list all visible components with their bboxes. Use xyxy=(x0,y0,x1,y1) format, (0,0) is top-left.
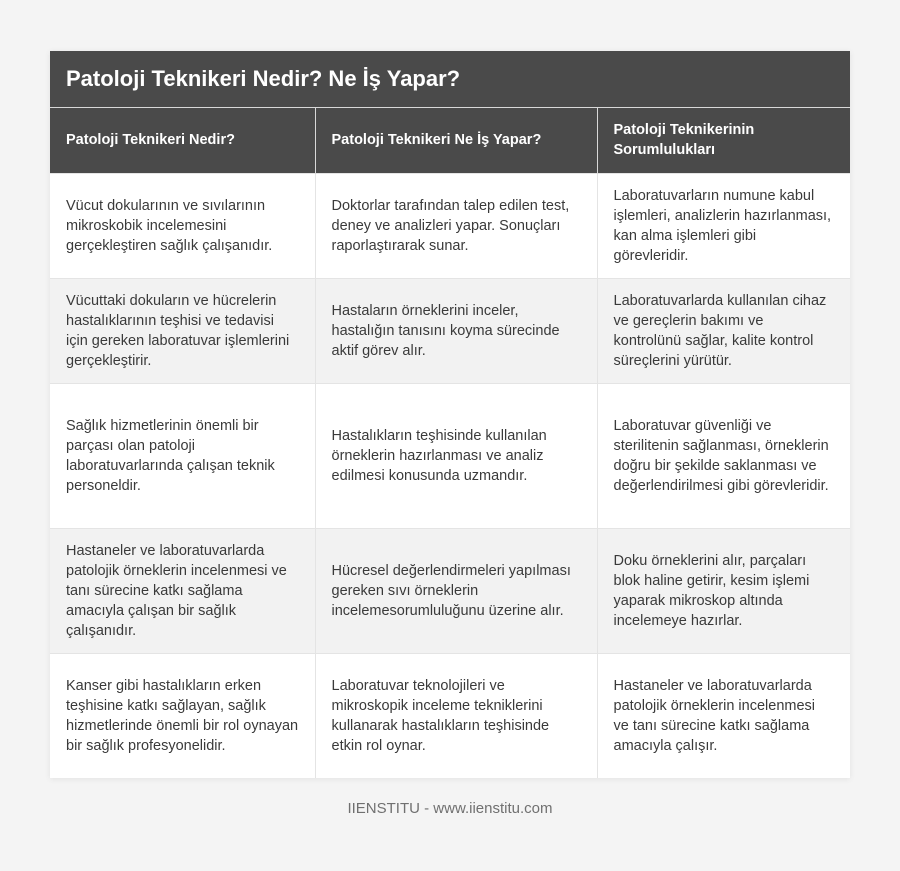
table-cell: Doktorlar tarafından talep edilen test, deney ve analizleri yapar. Sonuçları raporlaştırarak sunar. xyxy=(315,173,597,278)
table-cell: Vücuttaki dokuların ve hücrelerin hastalıklarının teşhisi ve tedavisi için gereken laboratuvar işlemlerini gerçekleştirir. xyxy=(50,278,315,383)
table-cell: Laboratuvar teknolojileri ve mikroskopik inceleme tekniklerini kullanarak hastalıkların teşhisinde etkin rol oynar. xyxy=(315,653,597,778)
table-cell: Vücut dokularının ve sıvılarının mikroskobik incelemesini gerçekleştiren sağlık çalışanıdır. xyxy=(50,173,315,278)
table-cell: Laboratuvarlarda kullanılan cihaz ve gereçlerin bakımı ve kontrolünü sağlar, kalite kontrol süreçlerini yürütür. xyxy=(597,278,850,383)
info-table-card xyxy=(50,51,850,778)
comparison-table xyxy=(50,108,850,778)
table-row xyxy=(50,278,850,383)
table-cell: Hastalıkların teşhisinde kullanılan örneklerin hazırlanması ve analiz edilmesi konusunda uzmandır. xyxy=(315,383,597,528)
column-header-what-is: Patoloji Teknikeri Nedir? xyxy=(50,108,315,173)
table-cell: Hücresel değerlendirmeleri yapılması gereken sıvı örneklerin incelemesorumluluğunu üzerine alır. xyxy=(315,528,597,653)
header-row xyxy=(50,108,850,173)
table-row xyxy=(50,653,850,778)
table-cell: Kanser gibi hastalıkların erken teşhisine katkı sağlayan, sağlık hizmetlerinde önemli bir rol oynayan bir sağlık profesyonelidir. xyxy=(50,653,315,778)
column-header-what-does: Patoloji Teknikeri Ne İş Yapar? xyxy=(315,108,597,173)
table-cell: Laboratuvarların numune kabul işlemleri, analizlerin hazırlanması, kan alma işlemleri gibi görevleridir. xyxy=(597,173,850,278)
table-cell: Sağlık hizmetlerinin önemli bir parçası olan patoloji laboratuvarlarında çalışan teknik personeldir. xyxy=(50,383,315,528)
table-cell: Laboratuvar güvenliği ve sterilitenin sağlanması, örneklerin doğru bir şekilde saklanması ve değerlendirilmesi gibi görevleridir. xyxy=(597,383,850,528)
table-cell: Hastaneler ve laboratuvarlarda patolojik örneklerin incelenmesi ve tanı sürecine katkı sağlama amacıyla çalışan bir sağlık çalışanıdır. xyxy=(50,528,315,653)
table-cell: Doku örneklerini alır, parçaları blok haline getirir, kesim işlemi yaparak mikroskop altında incelemeye hazırlar. xyxy=(597,528,850,653)
table-cell: Hastaların örneklerini inceler, hastalığın tanısını koyma sürecinde aktif görev alır. xyxy=(315,278,597,383)
table-row xyxy=(50,528,850,653)
table-cell: Hastaneler ve laboratuvarlarda patolojik örneklerin incelenmesi ve tanı sürecine katkı sağlama amacıyla çalışır. xyxy=(597,653,850,778)
table-row xyxy=(50,173,850,278)
footer-credit: IIENSTITU - www.iienstitu.com xyxy=(347,800,553,817)
column-header-responsibilities: Patoloji Teknikerinin Sorumlulukları xyxy=(597,108,850,173)
table-row xyxy=(50,383,850,528)
table-title: Patoloji Teknikeri Nedir? Ne İş Yapar? xyxy=(50,51,850,108)
